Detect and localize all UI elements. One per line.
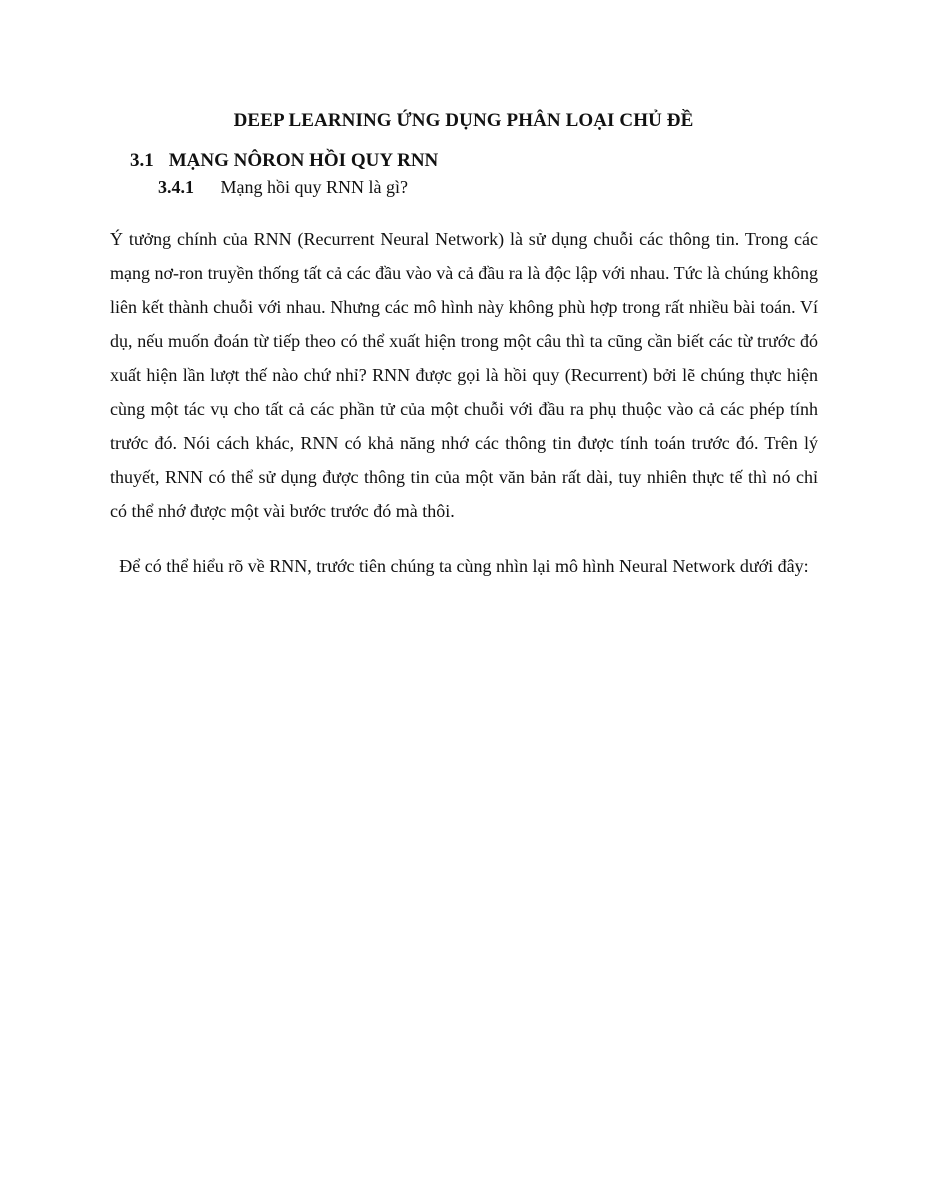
subsection-number: 3.4.1 <box>158 177 194 197</box>
section-title: MẠNG NÔRON HỒI QUY RNN <box>168 150 439 171</box>
subsection-title: Mạng hồi quy RNN là gì? <box>220 177 408 197</box>
body-paragraph-neural-network-lead-in: Để có thể hiểu rõ về RNN, trước tiên chúng ta cùng nhìn lại mô hình Neural Network dưới đây: <box>119 556 809 576</box>
body-paragraph-rnn-intro: Ý tưởng chính của RNN (Recurrent Neural Network) là sử dụng chuỗi các thông tin. Trong các mạng nơ-ron truyền thống tất cả các đầu vào và cả đầu ra là độc lập với nhau. Tức là chúng không liên kết thành chuỗi với nhau. Nhưng các mô hình này không phù hợp trong rất nhiều bài toán. Ví dụ, nếu muốn đoán từ tiếp theo có thể xuất hiện trong một câu thì ta cũng cần biết các từ trước đó xuất hiện lần lượt thế nào chứ nhỉ? RNN được gọi là hồi quy (Recurrent) bởi lẽ chúng thực hiện cùng một tác vụ cho tất cả các phần tử của một chuỗi với đầu ra phụ thuộc vào cả các phép tính trước đó. Nói cách khác, RNN có khả năng nhớ các thông tin được tính toán trước đó. Trên lý thuyết, RNN có thể sử dụng được thông tin của một văn bản rất dài, tuy nhiên thực tế thì nó chỉ có thể nhớ được một vài bước trước đó mà thôi. <box>110 229 818 521</box>
subsection-heading <box>158 177 408 198</box>
section-heading <box>130 150 438 172</box>
document-title: DEEP LEARNING ỨNG DỤNG PHÂN LOẠI CHỦ ĐỀ <box>233 110 694 131</box>
section-number: 3.1 <box>130 150 154 171</box>
